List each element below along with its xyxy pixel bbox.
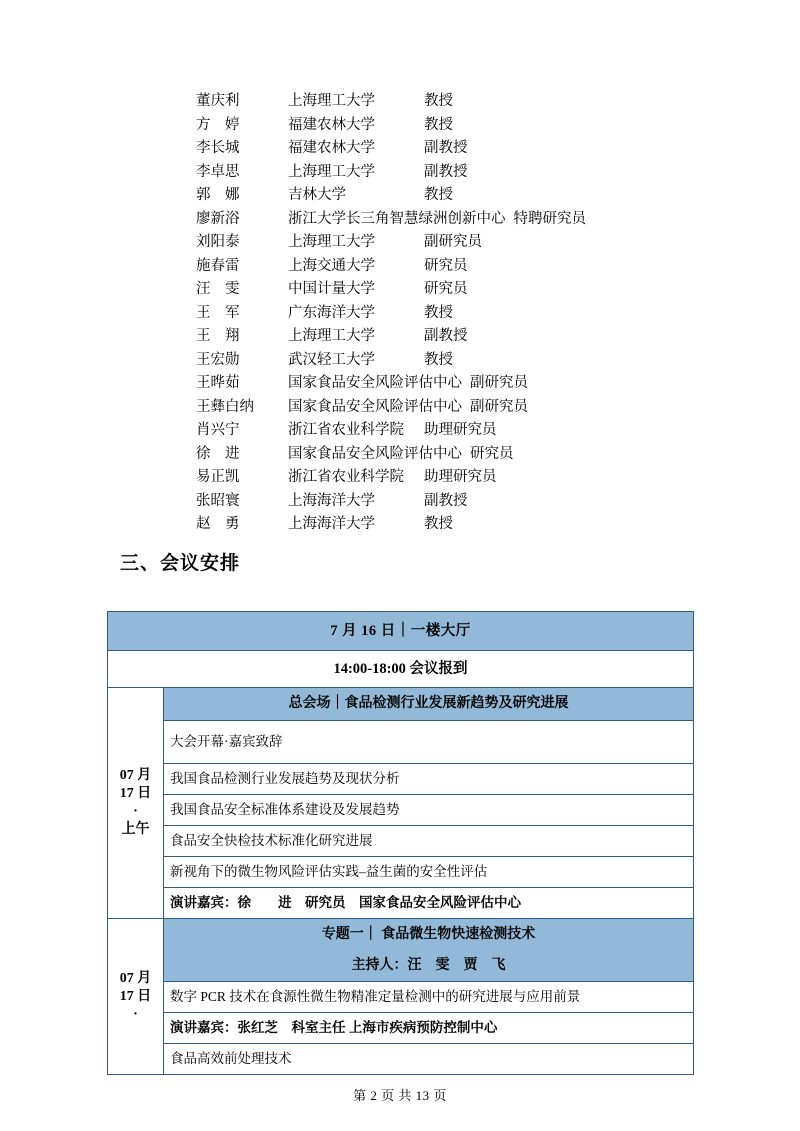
- session-header-row: [108, 919, 694, 952]
- expert-name: 董庆利: [196, 93, 240, 109]
- roster-row: [196, 208, 756, 232]
- roster-row: [196, 349, 756, 373]
- schedule-item-row: [108, 888, 694, 919]
- roster-row: [196, 278, 756, 302]
- registration-row: [108, 651, 694, 688]
- schedule-item-row: [108, 795, 694, 826]
- expert-title: 副研究员: [470, 375, 528, 391]
- expert-title: 教授: [424, 187, 453, 203]
- roster-row: [196, 443, 756, 467]
- expert-name: 施春雷: [196, 257, 240, 274]
- roster-row: [196, 325, 756, 349]
- expert-title: 教授: [424, 304, 453, 321]
- expert-organization: 上海理工大学: [288, 328, 375, 344]
- schedule-item-row: [108, 857, 694, 888]
- expert-name: 方 婷: [196, 116, 240, 133]
- expert-organization: 浙江省农业科学院: [288, 469, 404, 485]
- schedule-item-text: 我国食品安全标准体系建设及发展趋势: [164, 795, 694, 826]
- expert-organization: 上海交通大学: [288, 257, 375, 274]
- expert-name: 易正凯: [196, 469, 240, 485]
- schedule-item-row: [108, 826, 694, 857]
- schedule-day-line: 07 月: [119, 970, 152, 986]
- roster-row: [196, 513, 756, 537]
- expert-organization: 国家食品安全风险评估中心: [288, 375, 462, 391]
- expert-name: 王晔茹: [196, 375, 240, 391]
- expert-name: 王 军: [196, 304, 240, 321]
- schedule-item-row: [108, 1044, 694, 1075]
- page-footer: 第 2 页 共 13 页: [353, 1088, 447, 1103]
- roster-row: [196, 184, 756, 208]
- schedule-item-row: [108, 764, 694, 795]
- schedule-day-cell: [108, 919, 164, 1075]
- expert-name: 李卓思: [196, 163, 240, 180]
- expert-title: 研究员: [424, 281, 468, 297]
- roster-row: [196, 255, 756, 279]
- schedule-item-row: [108, 982, 694, 1013]
- expert-name: 郭 娜: [196, 187, 240, 203]
- session-subtitle-row: [108, 951, 694, 982]
- expert-title: 副教授: [424, 328, 468, 344]
- expert-name: 王彝白纳: [196, 398, 254, 415]
- expert-name: 汪 雯: [196, 281, 240, 297]
- schedule-header-title: 7 月 16 日｜一楼大厅: [108, 612, 694, 651]
- expert-organization: 武汉轻工大学: [288, 351, 375, 368]
- expert-name: 廖新浴: [196, 210, 240, 227]
- schedule-item-text: 食品高效前处理技术: [164, 1044, 694, 1075]
- schedule-header-row: [108, 612, 694, 651]
- expert-title: 副研究员: [424, 234, 482, 250]
- expert-title: 副研究员: [470, 398, 528, 415]
- expert-title: 教授: [424, 351, 453, 368]
- expert-title: 助理研究员: [424, 469, 497, 485]
- schedule-item-text: 演讲嘉宾：徐 进 研究员 国家食品安全风险评估中心: [164, 888, 694, 919]
- roster-row: [196, 231, 756, 255]
- schedule-day-line: 上午: [121, 822, 150, 837]
- expert-name: 李长城: [196, 140, 240, 156]
- schedule-day-cell: [108, 688, 164, 919]
- expert-organization: 上海理工大学: [288, 93, 375, 109]
- session-title: 总会场｜食品检测行业发展新趋势及研究进展: [164, 688, 694, 721]
- roster-row: [196, 90, 756, 114]
- registration-text: 14:00-18:00 会议报到: [108, 651, 694, 688]
- session-title: 专题一｜ 食品微生物快速检测技术: [164, 919, 694, 952]
- roster-row: [196, 396, 756, 420]
- expert-organization: 国家食品安全风险评估中心: [288, 445, 462, 462]
- schedule-item-text: 食品安全快检技术标准化研究进展: [164, 826, 694, 857]
- expert-organization: 吉林大学: [288, 187, 346, 203]
- page-title: 三、会议安排: [120, 553, 241, 574]
- expert-organization: 中国计量大学: [288, 281, 375, 297]
- expert-name: 徐 进: [196, 445, 240, 462]
- expert-title: 特聘研究员: [513, 210, 586, 227]
- expert-title: 助理研究员: [424, 422, 497, 438]
- expert-name: 张昭寰: [196, 492, 240, 509]
- expert-organization: 福建农林大学: [288, 140, 375, 156]
- schedule-table: [107, 611, 694, 1075]
- expert-organization: 上海理工大学: [288, 163, 375, 180]
- roster-row: [196, 466, 756, 490]
- roster-row: [196, 490, 756, 514]
- schedule-day-line: 17 日: [119, 786, 152, 801]
- roster-row: [196, 302, 756, 326]
- schedule-item-text: 演讲嘉宾：张红芝 科室主任 上海市疾病预防控制中心: [164, 1013, 694, 1044]
- schedule-item-row: [108, 1013, 694, 1044]
- roster-row: [196, 419, 756, 443]
- expert-title: 教授: [424, 93, 453, 109]
- session-header-row: [108, 688, 694, 721]
- session-subtitle: 主持人：汪 雯 贾 飞: [164, 951, 694, 982]
- schedule-item-text: 数字 PCR 技术在食源性微生物精准定量检测中的研究进展与应用前景: [164, 982, 694, 1013]
- schedule-day-line: 07 月: [119, 768, 152, 783]
- expert-title: 研究员: [470, 445, 514, 462]
- expert-organization: 浙江省农业科学院: [288, 422, 404, 438]
- expert-name: 肖兴宁: [196, 422, 240, 438]
- expert-title: 教授: [424, 116, 453, 133]
- schedule-day-line: ·: [133, 804, 138, 819]
- roster-row: [196, 137, 756, 161]
- expert-organization: 浙江大学长三角智慧绿洲创新中心: [288, 210, 506, 227]
- expert-title: 副教授: [424, 163, 468, 180]
- schedule-day-line: 17 日: [119, 988, 152, 1004]
- expert-organization: 上海海洋大学: [288, 516, 375, 532]
- expert-name: 王 翔: [196, 328, 240, 344]
- expert-name: 赵 勇: [196, 516, 240, 532]
- expert-organization: 上海理工大学: [288, 234, 375, 250]
- expert-title: 研究员: [424, 257, 468, 274]
- expert-title: 副教授: [424, 492, 468, 509]
- expert-organization: 广东海洋大学: [288, 304, 375, 321]
- experts-roster: [196, 90, 756, 537]
- roster-row: [196, 114, 756, 138]
- roster-row: [196, 372, 756, 396]
- schedule-day-line: ·: [133, 1006, 138, 1022]
- expert-organization: 福建农林大学: [288, 116, 375, 133]
- expert-organization: 上海海洋大学: [288, 492, 375, 509]
- roster-row: [196, 161, 756, 185]
- expert-name: 王宏勋: [196, 351, 240, 368]
- schedule-item-row: [108, 721, 694, 764]
- schedule-item-text: 新视角下的微生物风险评估实践–益生菌的安全性评估: [164, 857, 694, 888]
- expert-title: 副教授: [424, 140, 468, 156]
- expert-title: 教授: [424, 516, 453, 532]
- schedule-item-text: 大会开幕·嘉宾致辞: [164, 721, 694, 764]
- schedule-item-text: 我国食品检测行业发展趋势及现状分析: [164, 764, 694, 795]
- expert-organization: 国家食品安全风险评估中心: [288, 398, 462, 415]
- expert-name: 刘阳泰: [196, 234, 240, 250]
